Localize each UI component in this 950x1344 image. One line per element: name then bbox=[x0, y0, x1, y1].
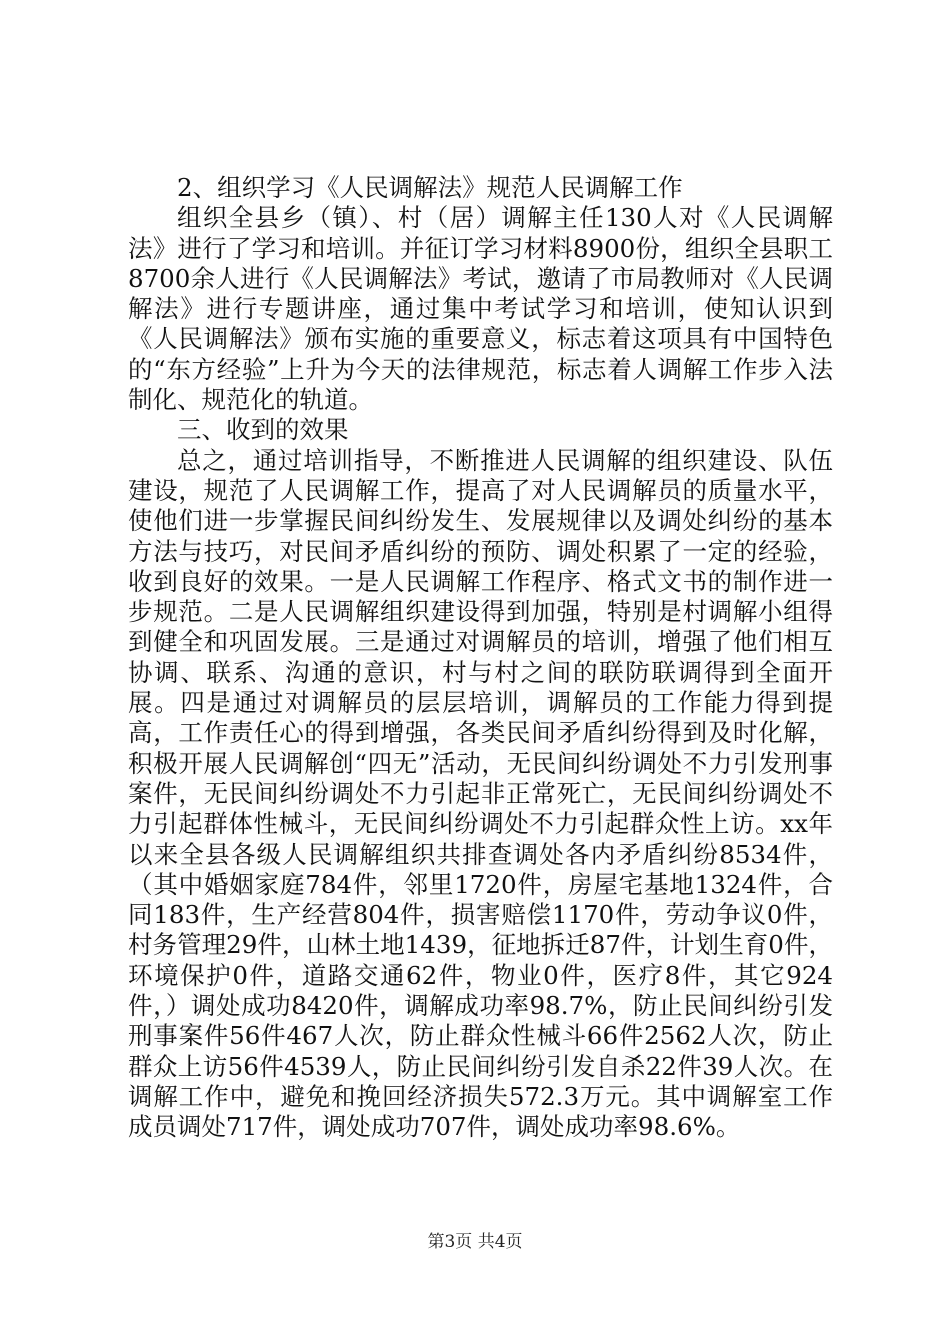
section-2-paragraph: 组织全县乡（镇）、村（居）调解主任130人对《人民调解法》进行了学习和培训。并征订学习材料8900份，组织全县职工8700余人进行《人民调解法》考试，邀请了市局教师对《人民调解法》进行专题讲座，通过集中考试学习和培训，使知认识到《人民调解法》颁布实施的重要意义，标志着这项具有中国特色的“东方经验”上升为今天的法律规范，标志着人调解工作步入法制化、规范化的轨道。 bbox=[128, 203, 833, 415]
document-body bbox=[128, 173, 833, 1143]
section-2-heading: 2、组织学习《人民调解法》规范人民调解工作 bbox=[177, 173, 683, 202]
page-number-indicator: 第3页 共4页 bbox=[427, 1232, 523, 1252]
page-footer bbox=[0, 1231, 950, 1253]
section-3-heading: 三、收到的效果 bbox=[177, 415, 349, 445]
section-3-paragraph: 总之，通过培训指导，不断推进人民调解的组织建设、队伍建设，规范了人民调解工作，提高了对人民调解员的质量水平，使他们进一步掌握民间纠纷发生、发展规律以及调处纠纷的基本方法与技巧，对民间矛盾纠纷的预防、调处积累了一定的经验，收到良好的效果。一是人民调解工作程序、格式文书的制作进一步规范。二是人民调解组织建设得到加强，特别是村调解小组得到健全和巩固发展。三是通过对调解员的培训，增强了他们相互协调、联系、沟通的意识，村与村之间的联防联调得到全面开展。四是通过对调解员的层层培训，调解员的工作能力得到提高，工作责任心的得到增强，各类民间矛盾纠纷得到及时化解，积极开展人民调解创“四无”活动，无民间纠纷调处不力引发刑事案件，无民间纠纷调处不力引起非正常死亡，无民间纠纷调处不力引起群体性械斗，无民间纠纷调处不力引起群众性上访。xx年以来全县各级人民调解组织共排查调处各内矛盾纠纷8534件，（其中婚姻家庭784件，邻里1720件，房屋宅基地1324件，合同183件，生产经营804件，损害赔偿1170件，劳动争议0件，村务管理29件，山林土地1439，征地拆迁87件，计划生育0件，环境保护0件，道路交通62件，物业0件，医疗8件，其它924件，）调处成功8420件，调解成功率98.7%，防止民间纠纷引发刑事案件56件467人次，防止群众性械斗66件2562人次，防止群众上访56件4539人，防止民间纠纷引发自杀22件39人次。在调解工作中，避免和挽回经济损失572.3万元。其中调解室工作成员调处717件，调处成功707件，调处成功率98.6%。 bbox=[128, 445, 833, 1142]
